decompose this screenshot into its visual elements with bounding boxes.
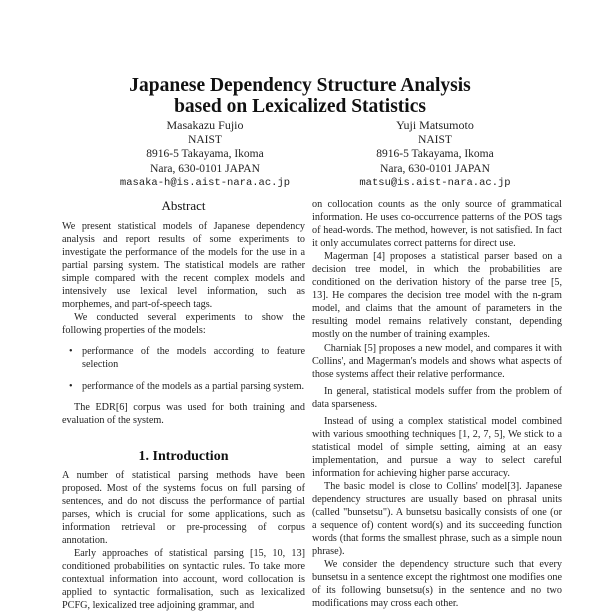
author-name: Yuji Matsumoto xyxy=(396,118,474,132)
abstract-bullet-list xyxy=(62,345,305,392)
body-paragraph: In general, statistical models suffer from the problem of data sparseness. xyxy=(312,385,562,410)
left-column xyxy=(62,198,305,612)
author-address-line-2: Nara, 630-0101 JAPAN xyxy=(380,162,490,175)
title-line-1: Japanese Dependency Structure Analysis xyxy=(129,75,471,96)
author-address-line-2: Nara, 630-0101 JAPAN xyxy=(150,162,260,175)
author-email: matsu@is.aist-nara.ac.jp xyxy=(359,177,511,190)
body-paragraph: Charniak [5] proposes a new model, and compares it with Collins', and Magerman's models and shows what aspects of those systems affect their relative performance. xyxy=(312,342,562,380)
author-email: masaka-h@is.aist-nara.ac.jp xyxy=(119,177,291,190)
abstract-heading: Abstract xyxy=(161,198,206,213)
abstract-paragraph: The EDR[6] corpus was used for both training and evaluation of the system. xyxy=(62,401,305,426)
abstract-bullet-item: • performance of the models as a partial parsing system. xyxy=(82,380,305,393)
title-line-2: based on Lexicalized Statistics xyxy=(174,96,426,117)
abstract-paragraph: We present statistical models of Japanese dependency analysis and report results of some experiments to investigate the performance of the models for the use in a partial parsing system. The statistical models are rather simple compared with the recent complex models and intensively use lexical level information, such as morphemes, and part-of-speech tags. xyxy=(62,221,305,311)
introduction-heading: 1. Introduction xyxy=(138,448,229,464)
author-block-2 xyxy=(310,118,560,191)
abstract-bullet-item: • performance of the models according to feature selection xyxy=(82,345,305,371)
body-paragraph: on collocation counts as the only source of grammatical information. He uses co-occurrence patterns of the POS tags of head-words. The method, however, is not satisfied. In fact it only accumulates correct patterns for direct use. xyxy=(312,199,562,250)
body-paragraph: Instead of using a complex statistical model combined with various smoothing techniques [1, 2, 7, 5], We stick to a statistical model of simple setting, aiming at an easy implementation, and pursue a way to select careful information for achieving higher parse accuracy. xyxy=(312,415,562,479)
body-paragraph: Magerman [4] proposes a statistical parser based on a decision tree model, in which the probabilities are conditioned on the derivation history of the parse tree [5, 13]. He compares the decision tree model with the n-gram model, and claims that the amount of parameters in the resulting model remains relatively constant, depending mostly on the number of training examples. xyxy=(312,251,562,341)
author-block-1 xyxy=(80,118,330,191)
author-name: Masakazu Fujio xyxy=(166,118,244,132)
paper-title xyxy=(0,75,600,117)
right-column xyxy=(312,198,562,610)
author-address-line-1: 8916-5 Takayama, Ikoma xyxy=(146,148,264,161)
introduction-paragraph: Early approaches of statistical parsing [15, 10, 13] conditioned probabilities on syntactic rules. To take more contextual information into account, word collocation is applied to syntactic formalisation, such as lexicalized PCFG, lexicalized tree adjoining grammar, and xyxy=(62,547,305,612)
author-affiliation: NAIST xyxy=(418,133,452,146)
introduction-paragraph: A number of statistical parsing methods have been proposed. Most of the systems focus on full parsing of sentences, and do not discuss the performance of partial parses, which is crucial for some applications, such as information retrieval or pre-processing of corpus annotation. xyxy=(62,469,305,546)
abstract-paragraph: We conducted several experiments to show the following properties of the models: xyxy=(62,312,305,337)
author-address-line-1: 8916-5 Takayama, Ikoma xyxy=(376,148,494,161)
author-affiliation: NAIST xyxy=(188,133,222,146)
body-paragraph: We consider the dependency structure such that every bunsetsu in a sentence except the rightmost one modifies one of its following bunsetsu(s) in the sentence and no two modifications may cross each other. xyxy=(312,559,562,610)
body-paragraph: The basic model is close to Collins' model[3]. Japanese dependency structures are usually based on phrasal units (called "bunsetsu"). A bunsetsu basically consists of one (or a sequence of) content word(s) and its succeeding function words (that forms the smallest phrase, such as a simple noun phrase). xyxy=(312,480,562,558)
